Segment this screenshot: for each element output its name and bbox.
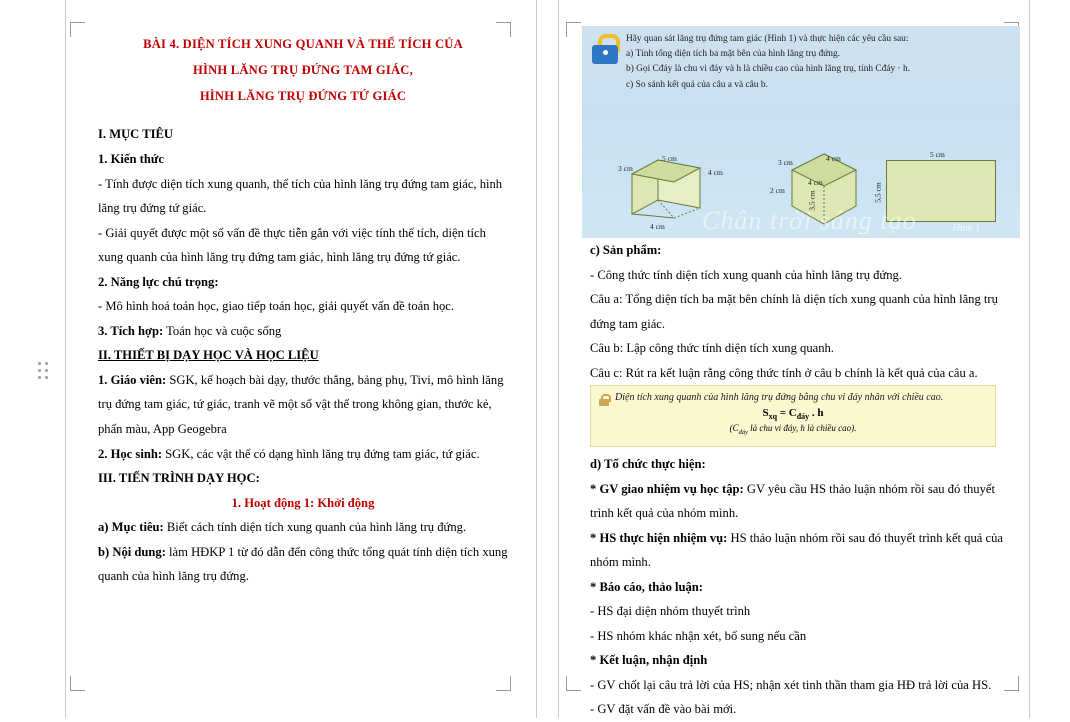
heading-tien-trinh: III. TIẾN TRÌNH DẠY HỌC: bbox=[98, 471, 260, 486]
value-giao-vien: SGK, kế hoạch bài dạy, thước thẳng, bảng phụ, Tivi, mô hình lăng trụ đứng tam giác, tứ giác, tranh vẽ một số vật thể trong không gian, thước kẻ, phấn màu, App Geogebra bbox=[98, 372, 504, 436]
label-tri-left: 3 cm bbox=[618, 164, 633, 173]
para-gv-giao bbox=[590, 477, 1014, 526]
formula-caption: Diện tích xung quanh của hình lăng trụ đứng bằng chu vi đáy nhân với chiều cao. bbox=[615, 392, 944, 403]
crop-mark bbox=[566, 22, 581, 37]
label-rect-height: 5,5 cm bbox=[873, 182, 883, 203]
para-sp-1: - Công thức tính diện tích xung quanh của hình lăng trụ đứng. bbox=[590, 267, 903, 282]
paragraph-drag-handle[interactable] bbox=[38, 362, 50, 380]
para-muc-tieu-a bbox=[98, 515, 508, 540]
label-tich-hop: 3. Tích hợp: bbox=[98, 323, 164, 338]
crop-mark bbox=[566, 676, 581, 691]
label-tri-base: 4 cm bbox=[650, 222, 665, 231]
label-hex-top-left: 3 cm bbox=[778, 158, 793, 167]
value-noi-dung-b: làm HĐKP 1 từ đó dẫn đến công thức tổng quát tính diện tích xung quanh của hình lăng trụ đứng. bbox=[98, 544, 508, 584]
figure-line-c: c) So sánh kết quả của câu a và câu b. bbox=[626, 79, 768, 90]
value-muc-tieu-a: Biết cách tính diện tích xung quanh của hình lăng trụ đứng. bbox=[163, 520, 467, 535]
label-hs-thuc-hien: * HS thực hiện nhiệm vụ: bbox=[590, 530, 728, 545]
label-rect-top: 5 cm bbox=[930, 150, 945, 159]
label-hex-height: 3,5 cm bbox=[807, 190, 817, 211]
label-san-pham-c: c) Sản phẩm: bbox=[590, 243, 662, 257]
para-tich-hop bbox=[98, 319, 508, 344]
para-san-pham-c bbox=[590, 238, 1014, 263]
label-tri-right: 4 cm bbox=[708, 168, 723, 177]
heading-hoat-dong-1: 1. Hoạt động 1: Khởi động bbox=[231, 495, 375, 510]
document-title bbox=[98, 32, 508, 109]
para-kien-thuc-2: - Giải quyết được một số vấn đề thực tiễn gắn với việc tính thể tích, diện tích xung quanh của hình lăng trụ đứng tam giác, hình lăng trụ đứng tứ giác. bbox=[98, 225, 486, 265]
heading-thiet-bi: II. THIẾT BỊ DẠY HỌC VÀ HỌC LIỆU bbox=[98, 348, 319, 363]
figure-caption: Hình 1 bbox=[952, 223, 980, 234]
label-hex-inner: 4 cm bbox=[808, 178, 823, 187]
label-to-chuc-d: d) Tổ chức thực hiện: bbox=[590, 457, 706, 471]
figure-line-a: a) Tính tổng diện tích ba mặt bên của hình lăng trụ đứng. bbox=[626, 49, 840, 60]
heading-nang-luc: 2. Năng lực chú trọng: bbox=[98, 274, 219, 289]
para-bao-cao bbox=[590, 575, 1014, 600]
figure-instructions bbox=[626, 32, 1010, 93]
title-line-3: HÌNH LĂNG TRỤ ĐỨNG TỨ GIÁC bbox=[199, 88, 407, 103]
para-kl-2: - GV đặt vấn đề vào bài mới. bbox=[590, 702, 737, 717]
para-bc-1: - HS đại diện nhóm thuyết trình bbox=[590, 604, 751, 619]
label-hex-left: 2 cm bbox=[770, 186, 785, 195]
label-hoc-sinh: 2. Học sinh: bbox=[98, 446, 163, 461]
crop-mark bbox=[70, 22, 85, 37]
heading-muc-tieu: I. MỤC TIÊU bbox=[98, 127, 173, 142]
para-ket-luan bbox=[590, 648, 1014, 673]
right-page-text-top bbox=[590, 238, 1014, 385]
heading-kien-thuc: 1. Kiến thức bbox=[98, 151, 164, 166]
crop-mark bbox=[70, 676, 85, 691]
para-noi-dung-b bbox=[98, 540, 508, 589]
para-bc-2: - HS nhóm khác nhận xét, bổ sung nếu cần bbox=[590, 628, 807, 643]
para-to-chuc-d bbox=[590, 452, 1014, 477]
formula-note: ($C_{đáy}$ là chu vi đáy, h là chiều cao). bbox=[729, 423, 857, 436]
value-hoc-sinh: SGK, các vật thể có dạng hình lăng trụ đứng tam giác, tứ giác. bbox=[162, 446, 480, 461]
label-muc-tieu-a: a) Mục tiêu: bbox=[98, 520, 164, 535]
label-ket-luan: * Kết luận, nhận định bbox=[590, 653, 708, 668]
label-bao-cao: * Báo cáo, thảo luận: bbox=[590, 579, 704, 594]
title-line-1: BÀI 4. DIỆN TÍCH XUNG QUANH VÀ THỂ TÍCH CỦA bbox=[143, 37, 463, 51]
para-kl-1: - GV chốt lại câu trả lời của HS; nhận xét tinh thần tham gia HĐ trả lời của HS. bbox=[590, 677, 992, 692]
label-giao-vien: 1. Giáo viên: bbox=[98, 372, 167, 387]
right-page-text-bottom bbox=[590, 452, 1014, 722]
para-kien-thuc-1: - Tính được diện tích xung quanh, thể tích của hình lăng trụ đứng tam giác, hình lăng trụ đứng tứ giác. bbox=[98, 176, 503, 216]
para-cau-c: Câu c: Rút ra kết luận rằng công thức tính ở câu b chính là kết quả của câu a. bbox=[590, 365, 978, 380]
lock-icon bbox=[592, 34, 618, 64]
formula-callout-box bbox=[590, 385, 996, 447]
para-giao-vien bbox=[98, 368, 508, 442]
value-hs-thuc-hien: HS thảo luận nhóm rồi sau đó thuyết trình kết quả của nhóm mình. bbox=[590, 530, 1003, 570]
figure-line-b: b) Gọi Cđáy là chu vi đáy và h là chiều cao của hình lăng trụ, tính Cđáy · h. bbox=[626, 64, 911, 75]
para-hoc-sinh bbox=[98, 442, 508, 467]
figure-intro: Hãy quan sát lăng trụ đứng tam giác (Hình 1) và thực hiện các yêu cầu sau: bbox=[626, 34, 909, 44]
crop-mark bbox=[496, 676, 511, 691]
value-gv-giao: GV yêu cầu HS thảo luận nhóm rồi sau đó thuyết trình kết quả của nhóm mình. bbox=[590, 481, 995, 521]
lock-icon-small bbox=[599, 394, 609, 406]
formula-expression: $S_{xq} = C_{đáy}$ . h bbox=[762, 407, 824, 422]
title-line-2: HÌNH LĂNG TRỤ ĐỨNG TAM GIÁC, bbox=[193, 62, 413, 77]
figure-watermark: Chân trời sáng tạo bbox=[702, 206, 917, 235]
left-page-text bbox=[98, 32, 508, 589]
label-noi-dung-b: b) Nội dung: bbox=[98, 544, 166, 559]
para-cau-a: Câu a: Tổng diện tích ba mặt bên chính là diện tích xung quanh của hình lăng trụ đứng tam giác. bbox=[590, 292, 998, 331]
para-hs-thuc-hien bbox=[590, 526, 1014, 575]
label-gv-giao: * GV giao nhiệm vụ học tập: bbox=[590, 481, 744, 496]
para-nang-luc-1: - Mô hình hoá toán học, giao tiếp toán học, giải quyết vấn đề toán học. bbox=[98, 299, 455, 314]
value-tich-hop: Toán học và cuộc sống bbox=[163, 323, 282, 338]
para-cau-b: Câu b: Lập công thức tính diện tích xung quanh. bbox=[590, 341, 834, 356]
label-tri-top: 5 cm bbox=[662, 154, 677, 163]
figure-lang-tru-image bbox=[582, 26, 1020, 238]
label-hex-top-right: 4 cm bbox=[826, 154, 841, 163]
